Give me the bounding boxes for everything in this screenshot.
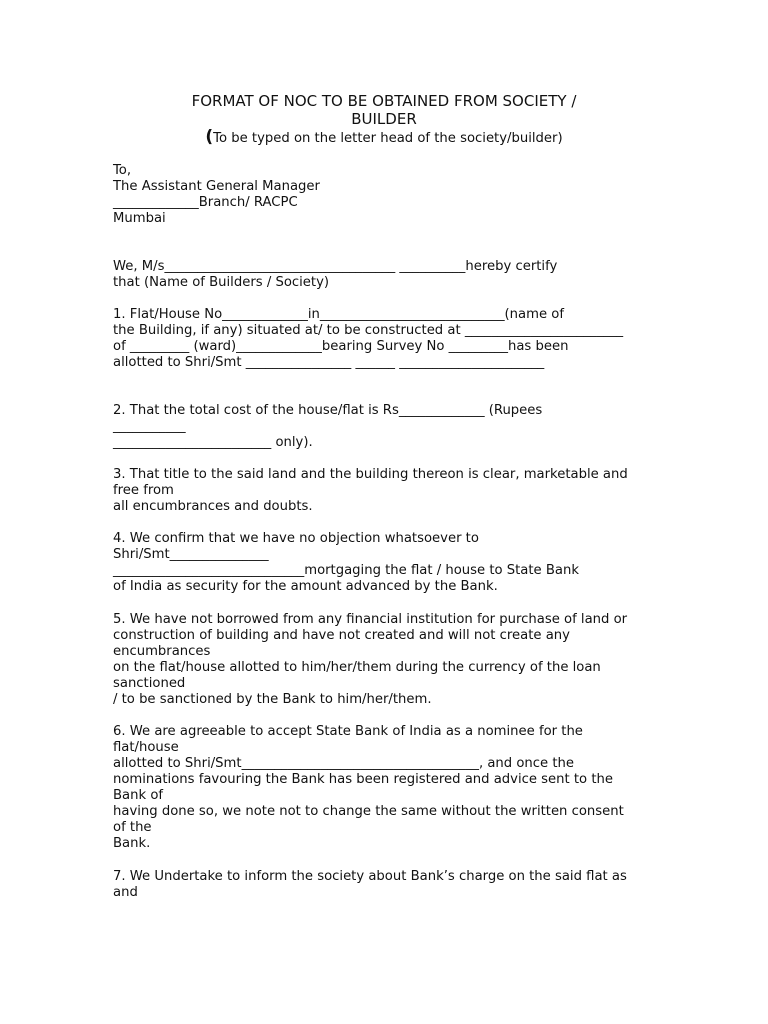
para5-line: 5. We have not borrowed from any financial institution for purchase of land or: [113, 612, 628, 627]
para1-line: 1. Flat/House No_____________in____________________________(name of: [113, 307, 564, 322]
address-branch: _____________Branch/ RACPC: [113, 195, 298, 210]
para6-line: Bank of: [113, 788, 164, 803]
para7-line: and: [113, 885, 138, 900]
para6-line: Bank.: [113, 836, 151, 851]
para1-line: allotted to Shri/Smt ________________ ______ ______________________: [113, 355, 545, 370]
para2-line: 2. That the total cost of the house/flat is Rs_____________ (Rupees: [113, 403, 543, 418]
para3-line: free from: [113, 483, 174, 498]
subtitle-open-paren: (: [205, 127, 214, 147]
para2-line: ___________: [113, 419, 186, 434]
para5-line: on the flat/house allotted to him/her/them during the currency of the loan: [113, 660, 601, 675]
para4-line: 4. We confirm that we have no objection whatsoever to: [113, 531, 479, 546]
intro-line: that (Name of Builders / Society): [113, 275, 330, 290]
para6-line: allotted to Shri/Smt____________________________________, and once the: [113, 756, 574, 771]
para2-line: ________________________ only).: [113, 435, 313, 450]
subtitle-text: To be typed on the letter head of the society/builder): [213, 131, 563, 146]
para6-line: nominations favouring the Bank has been registered and advice sent to the: [113, 772, 613, 787]
address-recipient: The Assistant General Manager: [113, 179, 320, 194]
document-title: [60, 92, 708, 128]
intro-line: We, M/s___________________________________ __________hereby certify: [113, 259, 558, 274]
para1-line: the Building, if any) situated at/ to be constructed at ________________________: [113, 323, 624, 338]
para5-line: sanctioned: [113, 676, 186, 691]
para6-line: having done so, we note not to change the same without the written consent: [113, 804, 624, 819]
document-subtitle: [60, 128, 708, 148]
para5-line: construction of building and have not created and will not create any: [113, 628, 570, 643]
para6-line: 6. We are agreeable to accept State Bank of India as a nominee for the: [113, 724, 583, 739]
para4-line: _____________________________mortgaging the flat / house to State Bank: [113, 563, 579, 578]
para6-line: flat/house: [113, 740, 179, 755]
para5-line: / to be sanctioned by the Bank to him/her/them.: [113, 692, 432, 707]
para1-line: of _________ (ward)_____________bearing Survey No _________has been: [113, 339, 569, 354]
para7-line: 7. We Undertake to inform the society about Bank’s charge on the said flat as: [113, 869, 627, 884]
para5-line: encumbrances: [113, 644, 211, 659]
para4-line: of India as security for the amount advanced by the Bank.: [113, 579, 498, 594]
para6-line: of the: [113, 820, 152, 835]
address-to: To,: [113, 163, 132, 178]
para3-line: all encumbrances and doubts.: [113, 499, 313, 514]
para3-line: 3. That title to the said land and the building thereon is clear, marketable and: [113, 467, 628, 482]
address-city: Mumbai: [113, 211, 166, 226]
para4-line: Shri/Smt_______________: [113, 547, 269, 562]
title-line-2: BUILDER: [351, 110, 417, 128]
title-line-1: FORMAT OF NOC TO BE OBTAINED FROM SOCIETY /: [191, 92, 577, 110]
